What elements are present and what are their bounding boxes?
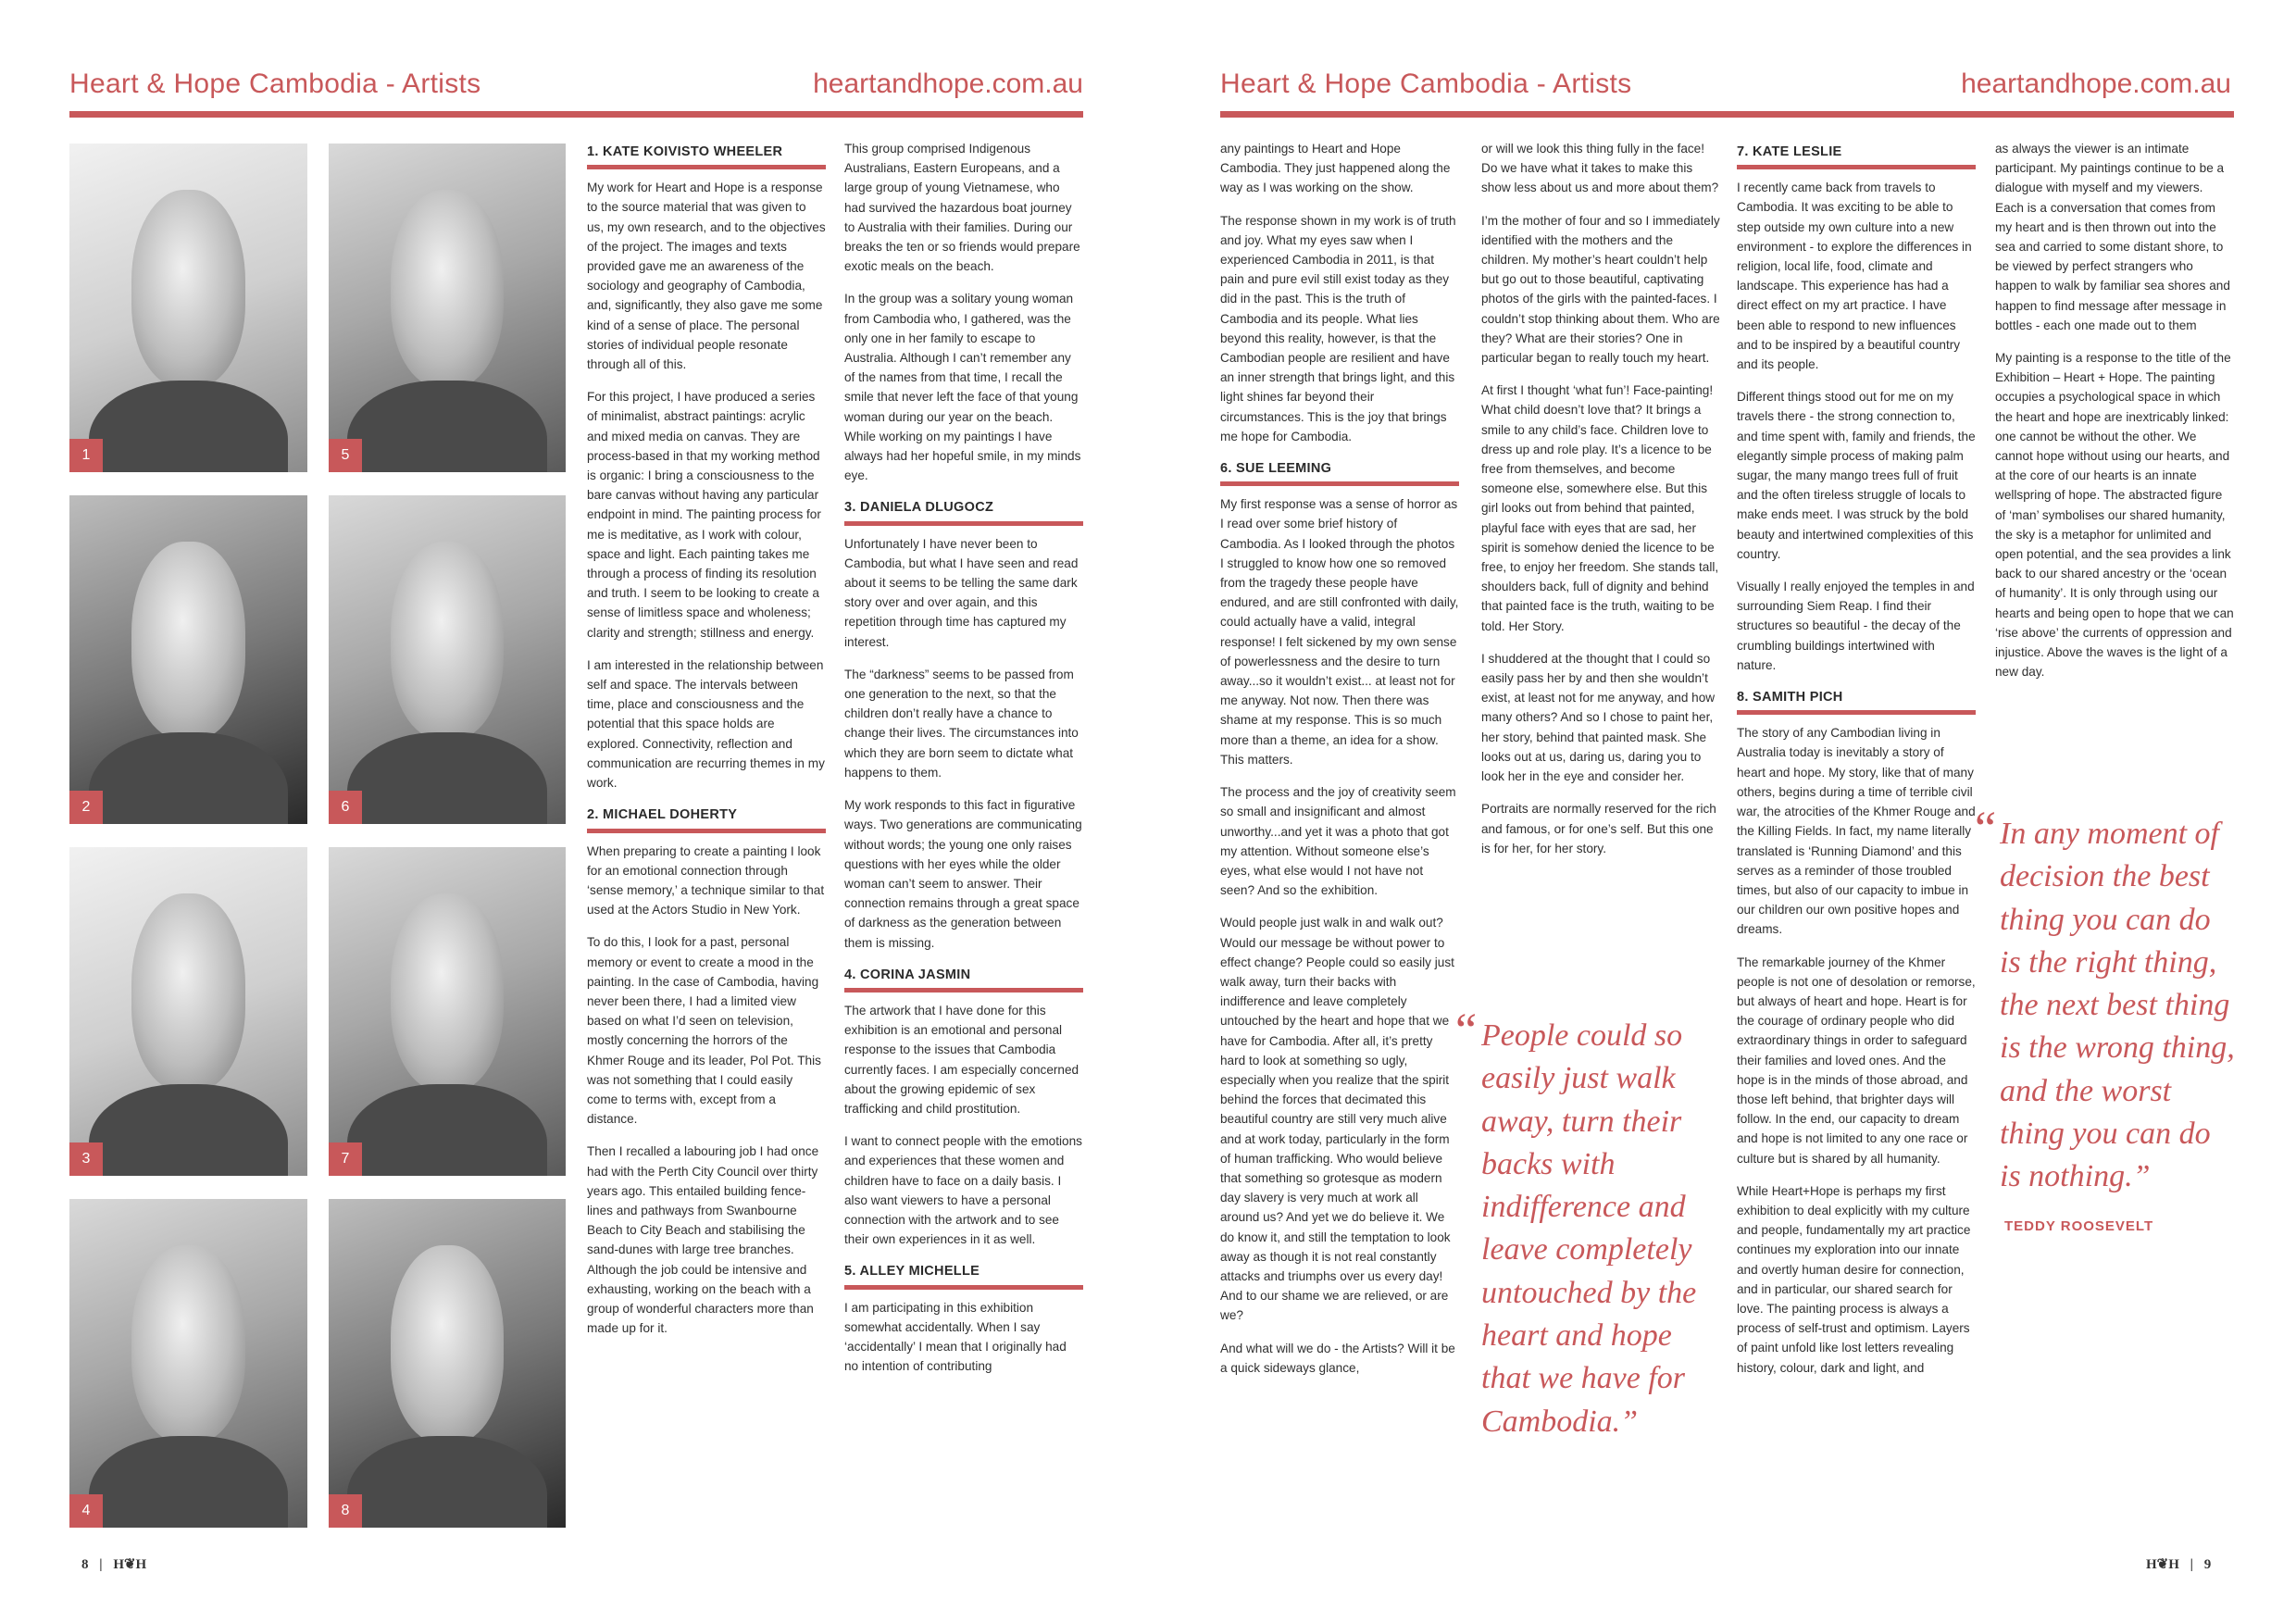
paragraph: This group comprised Indigenous Australians, Eastern Europeans, and a large group of young Vietnamese, who had survived the hazardous boat journey to Australia with their families. During our breaks the ten or so friends would prepare exotic meals on the beach. <box>844 142 1080 274</box>
photo-number-badge: 1 <box>69 439 103 472</box>
paragraph: Then I recalled a labouring job I had once had with the Perth City Council over thirty years ago. This entailed building fence-lines and pathways from Swanbourne Beach to City Beach and stabilising the sand-dunes with large tree branches. Although the job could be intensive and exhausting, working on the beach with a group of wonderful characters more than made up for it. <box>587 1144 819 1336</box>
artist-heading: 6. SUE LEEMING <box>1220 459 1459 486</box>
pull-quote-mark: “ <box>1975 803 1997 855</box>
photo-number-badge: 3 <box>69 1142 103 1176</box>
right-folio <box>2146 1555 2211 1573</box>
photo-number-badge: 7 <box>329 1142 362 1176</box>
left-header-rule <box>69 111 1083 118</box>
artist-photo-3 <box>69 847 307 1176</box>
paragraph: While Heart+Hope is perhaps my first exhibition to deal explicitly with my culture and people, fundamentally my art practice continues my exploration into our innate and overtly human desire for connection, and in particular, our shared search for love. The painting process is always a process of self-trust and optimism. Layers of paint unfold like lost letters revealing history, colour, dark and light, and <box>1737 1183 1971 1375</box>
artist-heading: 4. CORINA JASMIN <box>844 966 1083 993</box>
paragraph: The response shown in my work is of truth and joy. What my eyes saw when I experienced Cambodia in 2011, is that pain and pure evil still exist today as they did in the past. This is the truth of Cambodia and its people. What lies beyond this reality, however, is that the Cambodian people are resilient and have an inner strength that brings light, and this light shines far beyond their circumstances. This is the joy that brings me hope for Cambodia. <box>1220 213 1456 443</box>
text-column-5 <box>1737 139 1976 1391</box>
artist-heading: 8. SAMITH PICH <box>1737 688 1976 715</box>
paragraph: as always the viewer is an intimate participant. My paintings continue to be a dialogue with myself and my viewers. Each is a conversation that comes from my heart and is then thrown out into the sea and carried to some distant shore, to be viewed by perfect strangers who happen to walk by familiar sea shores and happen to find message after message in bottles - each one made out to them <box>1995 142 2230 332</box>
artist-photo-8 <box>329 1199 566 1528</box>
text-column-6 <box>1995 139 2234 694</box>
right-header-rule <box>1220 111 2234 118</box>
paragraph: To do this, I look for a past, personal memory or event to create a mood in the painting. In the case of Cambodia, having never been there, I had a limited view based on what I’d seen on television, mostly concerning the horrors of the Khmer Rouge and its leader, Pol Pot. This was not something that I could easily come to terms with, except from a distance. <box>587 935 821 1127</box>
artist-heading: 3. DANIELA DLUGOCZ <box>844 498 1083 525</box>
right-page-header-title: Heart & Hope Cambodia - Artists <box>1220 69 1632 99</box>
left-page-header-title: Heart & Hope Cambodia - Artists <box>69 69 481 99</box>
paragraph: I shuddered at the thought that I could so easily pass her by and then she wouldn’t exist, at least not for me anyway, and how many others? And so I chose to paint her, her story, behind that painted mask. She looks out at us, daring us, daring you to look her in the eye and consider her. <box>1481 651 1716 784</box>
photo-number-badge: 2 <box>69 791 103 824</box>
paragraph: I recently came back from travels to Cambodia. It was exciting to be able to step outside my own culture into a new environment - to explore the differences in religion, local life, food, climate and landscape. This experience has had a direct effect on my art practice. I have been able to respond to new influences and to be inspired by a beautiful country and its people. <box>1737 181 1972 372</box>
paragraph: My first response was a sense of horror as I read over some brief history of Cambodia. As I looked through the photos I struggled to know how one so removed from the tragedy these people have endured, and are still confronted with daily, could actually have a valid, integral response! I felt sickened by my own sense of powerlessness and the desire to turn away...so it wouldn’t exist... at least not for me anyway. Not now. Then there was shame at my response. This is so much more than a theme, an idea for a show. This matters. <box>1220 497 1459 767</box>
paragraph: For this project, I have produced a series of minimalist, abstract paintings: acrylic and mixed media on canvas. They are process-based in that my working method is organic: I bring a consciousness to the bare canvas without having any particular endpoint in mind. The painting process for me is meditative, as I work with colour, space and light. Each painting takes me through a process of finding its resolution and truth. I seem to be looking to create a sense of limitless space and wholeness; clarity and strength; stillness and energy. <box>587 390 821 640</box>
paragraph: At first I thought ‘what fun’! Face-painting! What child doesn’t love that? It brings a smile to any child’s face. Children love to dress up and role play. It’s a licence to be free from themselves, and become someone else, somewhere else. But this girl looks out from behind that painted, playful face with eyes that are sad, her spirit is somehow denied the licence to be free, to enjoy her freedom. She stands tall, shoulders back, full of dignity and behind that painted face is the truth, waiting to be told. Her Story. <box>1481 383 1719 633</box>
paragraph: I want to connect people with the emotions and experiences that these women and children have to face on a daily basis. I also want viewers to have a personal connection with the artwork and to see their own experiences in it as well. <box>844 1134 1082 1247</box>
hh-logo: H❦H <box>2146 1557 2179 1572</box>
artist-heading: 2. MICHAEL DOHERTY <box>587 805 826 832</box>
artist-heading: 5. ALLEY MICHELLE <box>844 1262 1083 1289</box>
artist-photo-5 <box>329 144 566 472</box>
paragraph: The remarkable journey of the Khmer people is not one of desolation or remorse, but always of heart and hope. Heart is for the courage of ordinary people who did extraordinary things in order to safeguard their families and loved ones. And the hope is in the minds of those abroad, and those left behind, that brighter days will follow. In the end, our capacity to dream and hope is not limited to any one race or culture but is shared by all humanity. <box>1737 955 1976 1166</box>
text-column-2 <box>844 139 1083 1389</box>
right-page-header-url[interactable]: heartandhope.com.au <box>1961 69 2231 99</box>
paragraph: And what will we do - the Artists? Will it be a quick sideways glance, <box>1220 1341 1455 1375</box>
artist-heading: 1. KATE KOIVISTO WHEELER <box>587 143 826 169</box>
pull-quote-mark: “ <box>1455 1005 1478 1057</box>
left-folio <box>81 1555 146 1573</box>
pull-quote: People could so easily just walk away, turn their backs with indifference and leave completely untouched by the heart and hope that we have for Cambodia.” <box>1481 1018 1697 1439</box>
paragraph: The artwork that I have done for this exhibition is an emotional and personal response to the issues that Cambodia currently faces. I am especially concerned about the growing epidemic of sex trafficking and child prostitution. <box>844 1003 1079 1116</box>
paragraph: I am participating in this exhibition somewhat accidentally. When I say ‘accidentally’ I mean that I originally had no intention of contributing <box>844 1300 1067 1374</box>
paragraph: Different things stood out for me on my travels there - the strong connection to, and time spent with, family and friends, the elegantly simple process of making palm sugar, the many mango trees full of fruit and the often tireless struggle of locals to make ends meet. I was struck by the bold beauty and intertwined complexities of this country. <box>1737 390 1976 561</box>
hh-logo: H❦H <box>113 1557 147 1572</box>
photo-number-badge: 5 <box>329 439 362 472</box>
quote-attribution: TEDDY ROOSEVELT <box>2004 1218 2154 1234</box>
artist-photo-6 <box>329 495 566 824</box>
paragraph: The story of any Cambodian living in Australia today is inevitably a story of heart and hope. My story, like that of many others, begins during a time of terrible civil war, the atrocities of the Khmer Rouge and the Killing Fields. In fact, my name literally translated is ‘Running Diamond’ and this serves as a reminder of those troubled times, but also of our capacity to imbue in our children our own positive hopes and dreams. <box>1737 726 1976 937</box>
artist-photo-1 <box>69 144 307 472</box>
artist-photo-2 <box>69 495 307 824</box>
paragraph: When preparing to create a painting I look for an emotional connection through ‘sense memory,’ a technique similar to that used at the Actors Studio in New York. <box>587 843 825 918</box>
paragraph: The “darkness” seems to be passed from one generation to the next, so that the children don’t really have a chance to change their lives. The circumstances into which they are born seem to dictate what happens to them. <box>844 667 1079 780</box>
artist-heading: 7. KATE LESLIE <box>1737 143 1976 169</box>
text-column-1 <box>587 139 826 1351</box>
folio-divider: | <box>99 1557 103 1572</box>
artist-photo-7 <box>329 847 566 1176</box>
text-column-3 <box>1220 139 1459 1391</box>
artist-photo-4 <box>69 1199 307 1528</box>
photo-number-badge: 6 <box>329 791 362 824</box>
photo-number-badge: 8 <box>329 1494 362 1528</box>
left-page-header-url[interactable]: heartandhope.com.au <box>813 69 1083 99</box>
folio-divider: | <box>2190 1557 2193 1572</box>
paragraph: Would people just walk in and walk out? Would our message be without power to effect change? People could so easily just walk away, turn their backs with indifference and leave completely untouched by the heart and hope that we have for Cambodia. After all, it’s pretty hard to look at something so ugly, especially when you realize that the spirit behind the forces that decimated this beautiful country are still very much alive and at work today, particularly in the form of human trafficking. Who would believe that something so grotesque as modern day slavery is very much at work all around us? And yet we do believe it. We do know it, and still the temptation to look away as though it is not real constantly attacks and triumphs over us every day! And to our shame we are relieved, or are we? <box>1220 916 1454 1323</box>
paragraph: I am interested in the relationship between self and space. The intervals between time, place and consciousness and the potential that this space holds are explored. Connectivity, reflection and communication are recurring themes in my work. <box>587 657 825 791</box>
paragraph: Unfortunately I have never been to Cambodia, but what I have seen and read about it seems to be telling the same dark story over and over again, and this repetition through time has captured my interest. <box>844 536 1079 649</box>
paragraph: Visually I really enjoyed the temples in and surrounding Siem Reap. I find their structures so beautiful - the decay of the crumbling buildings intertwined with nature. <box>1737 580 1975 672</box>
paragraph: Portraits are normally reserved for the rich and famous, or for one’s self. But this one is for her, for her story. <box>1481 802 1716 855</box>
paragraph: The process and the joy of creativity seem so small and insignificant and almost unworthy...and yet it was a photo that got my attention. Without someone else’s eyes, what else would I not have not seen? And so the exhibition. <box>1220 785 1456 898</box>
paragraph: I’m the mother of four and so I immediately identified with the mothers and the children. My mother’s heart couldn’t help but go out to those beautiful, captivating photos of the girls with the painted-faces. I couldn’t stop thinking about them. Who are they? What are their stories? One in particular began to really touch my heart. <box>1481 213 1720 366</box>
pull-quote: In any moment of decision the best thing you can do is the right thing, the next best thing is the wrong thing, and the worst thing you can do is nothing.” <box>2000 817 2235 1194</box>
paragraph: any paintings to Heart and Hope Cambodia. They just happened along the way as I was working on the show. <box>1220 142 1451 195</box>
paragraph: My work responds to this fact in figurative ways. Two generations are communicating without words; the young one only raises questions with her eyes while the older woman can’t seem to answer. Their connection remains through a great space of darkness as the generation between them is missing. <box>844 798 1082 950</box>
paragraph: My work for Heart and Hope is a response to the source material that was given to us, my own research, and to the objectives of the project. The images and texts provided gave me an awareness of the sociology and geography of Cambodia, and, significantly, they also gave me some kind of a sense of place. The personal stories of individual people resonate through all of this. <box>587 181 826 372</box>
paragraph: My painting is a response to the title of the Exhibition – Heart + Hope. The painting occupies a psychological space in which the heart and hope are inextricably linked: one cannot be without the other. We cannot hope without using our hearts, and at the core of our hearts is an innate wellspring of hope. The abstracted figure of ‘man’ symbolises our shared humanity, the sky is a metaphor for unlimited and open potential, and the sea provides a link back to our shared ancestry or the ‘ocean of humanity’. It is only through using our hearts and being open to hope that we can ‘rise above’ the currents of oppression and injustice. Above the waves is the light of a new day. <box>1995 351 2234 680</box>
paragraph: or will we look this thing fully in the face! Do we have what it takes to make this show less about us and more about them? <box>1481 142 1719 195</box>
page-number: 8 <box>81 1557 89 1572</box>
page-number: 9 <box>2203 1557 2212 1572</box>
text-column-4 <box>1481 139 1720 871</box>
paragraph: In the group was a solitary young woman from Cambodia who, I gathered, was the only one in her family to escape to Australia. Although I can’t remember any of the names from that time, I recall the smile that never left the face of that young woman during our year on the beach. While working on my paintings I have always had her hopeful smile, in my minds eye. <box>844 292 1081 483</box>
photo-number-badge: 4 <box>69 1494 103 1528</box>
